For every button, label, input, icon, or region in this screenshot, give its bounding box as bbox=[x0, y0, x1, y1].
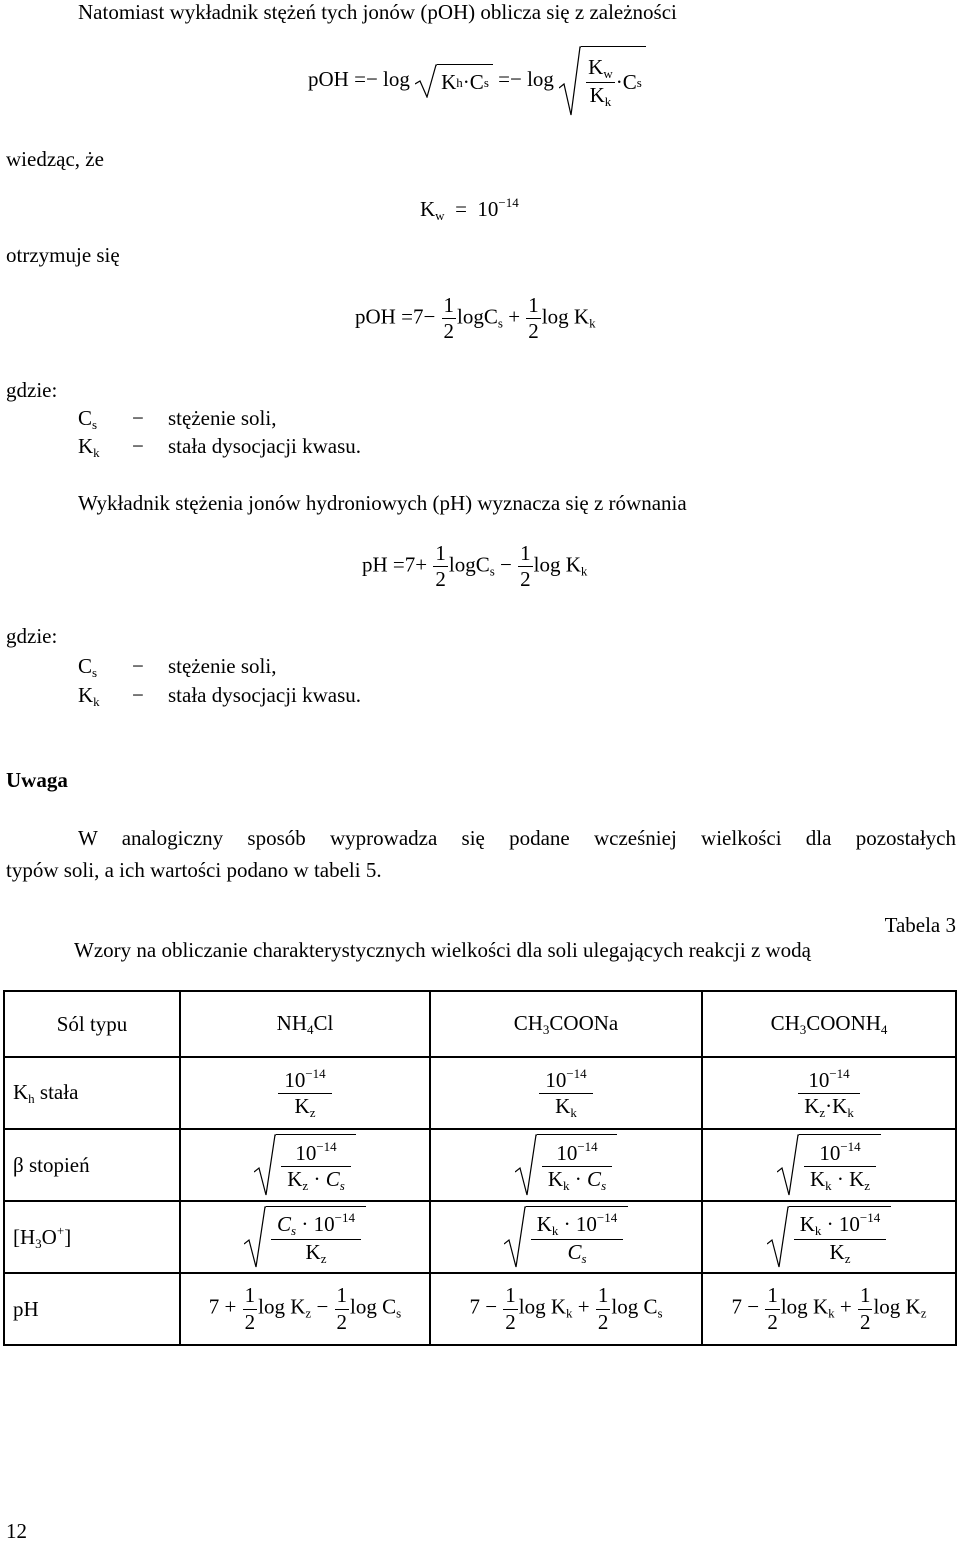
table-row bbox=[4, 1129, 956, 1201]
legend-cs: $C_s$ bbox=[78, 406, 98, 432]
equation-poh-hydrolysis: pOH =− log K h · C s =− log $K_w$ $K_k$ · C s bbox=[308, 46, 646, 116]
cell-ph-ch3coonh4: 7 − $\frac{1}{2}$ $\log K_k$ + $\frac{1}{2}$ $\log K_z$ bbox=[702, 1273, 956, 1345]
obtained-text: otrzymuje się bbox=[6, 243, 120, 267]
table-row bbox=[4, 1273, 956, 1345]
table-caption: Wzory na obliczanie charakterystycznych wielkości dla soli ulegających reakcji z wodą bbox=[74, 938, 811, 962]
equation-poh-result: pOH =7− $\frac{1}{2}$ logC$_s$ + $\frac{1}{2}$ $\log K_k$ bbox=[355, 293, 596, 344]
header-ch3coonh4: $CH_3COONH_4$ bbox=[702, 991, 956, 1057]
legend-desc: stała dysocjacji kwasu. bbox=[168, 683, 362, 707]
page-number: 12 bbox=[6, 1519, 27, 1543]
formula-table bbox=[3, 990, 957, 1346]
table-number: Tabela 3 bbox=[884, 913, 956, 937]
row-label-h3o: $[H_3O^+]$ bbox=[4, 1201, 180, 1273]
cell-kh-ch3coona: $\frac{10^{-14}}{K_k}$ bbox=[430, 1057, 702, 1129]
intro-text: Natomiast wykładnik stężeń tych jonów (pOH) oblicza się z zależności bbox=[78, 0, 677, 24]
row-label-kh: $K_h$ stała bbox=[4, 1057, 180, 1129]
legend-desc: stała dysocjacji kwasu. bbox=[168, 434, 362, 458]
table-row bbox=[4, 1201, 956, 1273]
table-row bbox=[4, 1057, 956, 1129]
where-label: gdzie: bbox=[6, 624, 58, 648]
equation-ph-result: pH =7+ $\frac{1}{2}$ logC$_s$ − $\frac{1}{2}$ $\log K_k$ bbox=[362, 541, 588, 592]
ph-intro-text: Wykładnik stężenia jonów hydroniowych (pH) wyznacza się z równania bbox=[78, 491, 687, 515]
cell-kh-nh4cl: $\frac{10^{-14}}{K_z}$ bbox=[180, 1057, 430, 1129]
legend-dash: − bbox=[132, 654, 144, 678]
legend-dash: − bbox=[132, 683, 144, 707]
cell-beta-ch3coona: $10^{-14}$ $K_k \cdot C_s$ bbox=[430, 1129, 702, 1201]
header-salt-type: Sól typu bbox=[4, 991, 180, 1057]
row-label-beta: β stopień bbox=[4, 1129, 180, 1201]
legend-cs: $C_s$ bbox=[78, 654, 98, 680]
knowing-text: wiedząc, że bbox=[6, 147, 104, 171]
cell-h3o-ch3coona: $K_k \cdot 10^{-14}$ $C_s$ bbox=[430, 1201, 702, 1273]
equation-kw: $K_w = 10^{-14}$ bbox=[420, 195, 519, 223]
cell-ph-nh4cl: 7 + $\frac{1}{2}$ $\log K_z$ − $\frac{1}{2}$ $\log C_s$ bbox=[180, 1273, 430, 1345]
header-ch3coona: $CH_3COONa$ bbox=[430, 991, 702, 1057]
cell-beta-ch3coonh4: $10^{-14}$ $K_k \cdot K_z$ bbox=[702, 1129, 956, 1201]
legend-dash: − bbox=[132, 406, 144, 430]
where-label: gdzie: bbox=[6, 378, 58, 402]
note-line-1: W analogiczny sposób wyprowadza się podane wcześniej wielkości dla pozostałych bbox=[78, 826, 956, 850]
legend-desc: stężenie soli, bbox=[168, 654, 277, 678]
cell-ph-ch3coona: 7 − $\frac{1}{2}$ $\log K_k$ + $\frac{1}{2}$ $\log C_s$ bbox=[430, 1273, 702, 1345]
note-line-2: typów soli, a ich wartości podano w tabeli 5. bbox=[6, 858, 382, 882]
legend-kk: $K_k$ bbox=[78, 683, 100, 709]
row-label-ph: pH bbox=[4, 1273, 180, 1345]
note-heading: Uwaga bbox=[6, 768, 68, 792]
legend-kk: $K_k$ bbox=[78, 434, 100, 460]
cell-kh-ch3coonh4: $\frac{10^{-14}}{K_z\cdot K_k}$ bbox=[702, 1057, 956, 1129]
legend-desc: stężenie soli, bbox=[168, 406, 277, 430]
table-header-row bbox=[4, 991, 956, 1057]
cell-h3o-ch3coonh4: $K_k \cdot 10^{-14}$ $K_z$ bbox=[702, 1201, 956, 1273]
header-nh4cl: $NH_4Cl$ bbox=[180, 991, 430, 1057]
cell-h3o-nh4cl: $C_s \cdot 10^{-14}$ $K_z$ bbox=[180, 1201, 430, 1273]
cell-beta-nh4cl: $10^{-14}$ $K_z \cdot C_s$ bbox=[180, 1129, 430, 1201]
legend-dash: − bbox=[132, 434, 144, 458]
